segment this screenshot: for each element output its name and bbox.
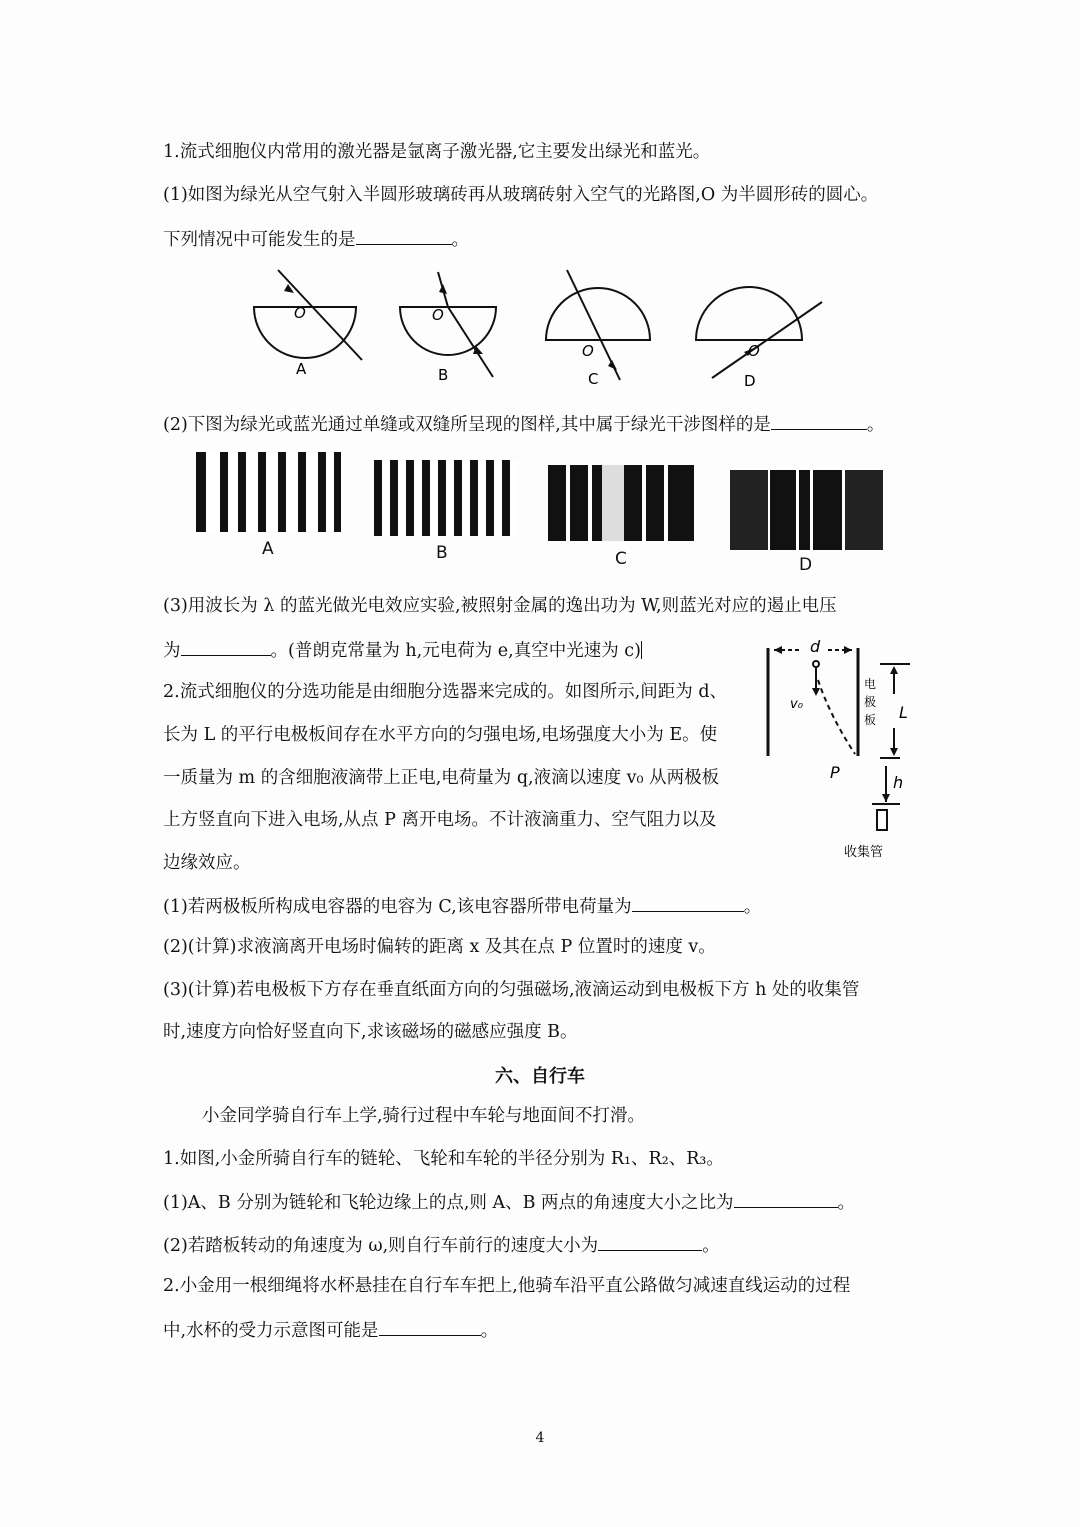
question-2-1 <box>163 893 761 919</box>
section-intro: 小金同学骑自行车上学,骑行过程中车轮与地面间不打滑。 <box>202 1106 646 1126</box>
answer-blank-bike-1-2[interactable] <box>598 1232 702 1251</box>
question-1-3-line2 <box>163 637 642 663</box>
question-2-line1: 2.流式细胞仪的分选功能是由细胞分选器来完成的。如图所示,间距为 d、 <box>163 682 728 702</box>
refraction-diagrams <box>240 262 840 392</box>
question-1-3-stem: 为 <box>163 641 181 661</box>
question-2-line5: 边缘效应。 <box>163 853 251 873</box>
question-1-1-line1: (1)如图为绿光从空气射入半圆形玻璃砖再从玻璃砖射入空气的光路图,O 为半圆形砖的圆心。 <box>163 185 879 205</box>
bike-question-2-end: 。 <box>480 1321 499 1341</box>
question-2-2: (2)(计算)求液滴离开电场时偏转的距离 x 及其在点 P 位置时的速度 v。 <box>163 937 716 957</box>
fringe-pattern-b <box>374 460 518 536</box>
question-1-3-end: 。(普朗克常量为 h,元电荷为 e,真空中光速为 c) <box>270 641 641 661</box>
trajectory <box>818 680 855 754</box>
answer-blank-1-2[interactable] <box>771 411 867 430</box>
ray-a <box>278 270 362 360</box>
plate-label-1: 电 <box>864 677 877 691</box>
question-2-1-stem: (1)若两极板所构成电容器的电容为 C,该电容器所带电荷量为 <box>163 897 632 917</box>
fig2-label-d: D <box>799 555 813 575</box>
label-l: L <box>899 703 908 722</box>
question-1-1-line2 <box>163 226 469 252</box>
question-1-1-end: 。 <box>451 230 469 250</box>
question-2-line4: 上方竖直向下进入电场,从点 P 离开电场。不计液滴重力、空气阻力以及 <box>163 810 717 830</box>
ray-b-out <box>448 307 493 377</box>
bike-question-1-1-end: 。 <box>837 1193 856 1213</box>
center-o-b: O <box>432 306 444 324</box>
bike-question-1-2-stem: (2)若踏板转动的角速度为 ω,则自行车前行的速度大小为 <box>163 1236 599 1256</box>
bike-question-1: 1.如图,小金所骑自行车的链轮、飞轮和车轮的半径分别为 R₁、R₂、R₃。 <box>163 1149 724 1169</box>
fig2-label-a: A <box>262 539 274 559</box>
label-h: h <box>893 773 904 792</box>
center-o-a: O <box>294 304 306 322</box>
label-p: P <box>830 763 840 782</box>
collection-tube <box>877 810 887 830</box>
bike-question-1-2 <box>163 1232 720 1258</box>
question-1-3-line1: (3)用波长为 λ 的蓝光做光电效应实验,被照射金属的逸出功为 W,则蓝光对应的遏止电压 <box>163 596 837 616</box>
question-2-1-end: 。 <box>743 897 762 917</box>
center-o-c: O <box>582 342 594 360</box>
question-1-intro: 1.流式细胞仪内常用的激光器是氩离子激光器,它主要发出绿光和蓝光。 <box>163 142 711 162</box>
fig1-label-d: D <box>744 372 756 390</box>
arrow-b1 <box>439 284 447 294</box>
droplet <box>813 661 819 667</box>
answer-blank-bike-2[interactable] <box>379 1317 481 1336</box>
bike-question-1-2-end: 。 <box>702 1236 720 1256</box>
answer-blank-bike-1-1[interactable] <box>734 1189 838 1208</box>
fringe-pattern-c <box>548 465 694 541</box>
label-d: d <box>810 637 821 656</box>
question-1-2-end: 。 <box>866 415 885 435</box>
electrode-plate-diagram <box>760 636 920 864</box>
fig1-label-a: A <box>296 360 307 378</box>
bike-question-2-stem: 中,水杯的受力示意图可能是 <box>163 1321 379 1341</box>
question-2-line3: 一质量为 m 的含细胞液滴带上正电,电荷量为 q,液滴以速度 v₀ 从两极板 <box>163 768 720 788</box>
question-2-3-line2: 时,速度方向恰好竖直向下,求该磁场的磁感应强度 B。 <box>163 1022 578 1042</box>
question-1-1-stem: 下列情况中可能发生的是 <box>163 230 356 250</box>
text-cursor <box>641 641 643 659</box>
plate-label-3: 板 <box>864 713 877 727</box>
fringe-pattern-a <box>196 452 341 532</box>
bike-question-1-1 <box>163 1189 855 1215</box>
answer-blank-1-3[interactable] <box>181 637 271 656</box>
question-1-2 <box>163 411 884 437</box>
plate-label-2: 极 <box>864 695 877 709</box>
page-number: 4 <box>535 1430 545 1446</box>
fig1-label-b: B <box>438 366 449 384</box>
center-o-d: O <box>748 342 760 360</box>
label-v0: v₀ <box>790 697 803 712</box>
semicircle-b <box>400 307 496 355</box>
fig2-label-c: C <box>615 549 627 569</box>
tube-label: 收集管 <box>844 845 884 860</box>
answer-blank-2-1[interactable] <box>632 893 744 912</box>
question-1-2-stem: (2)下图为绿光或蓝光通过单缝或双缝所呈现的图样,其中属于绿光干涉图样的是 <box>163 415 771 435</box>
bike-question-2-line2 <box>163 1317 498 1343</box>
question-2-line2: 长为 L 的平行电极板间存在水平方向的匀强电场,电场强度大小为 E。使 <box>163 725 718 745</box>
arrow-c <box>608 360 617 370</box>
semicircle-d <box>696 287 802 340</box>
fringe-pattern-d <box>730 470 883 550</box>
question-2-3-line1: (3)(计算)若电极板下方存在垂直纸面方向的匀强磁场,液滴运动到电极板下方 h 处的收集管 <box>163 980 860 1000</box>
fig2-label-b: B <box>436 543 448 563</box>
bike-question-2-line1: 2.小金用一根细绳将水杯悬挂在自行车车把上,他骑车沿平直公路做匀减速直线运动的过程 <box>163 1276 851 1296</box>
bike-question-1-1-stem: (1)A、B 分别为链轮和飞轮边缘上的点,则 A、B 两点的角速度大小之比为 <box>163 1193 734 1213</box>
section-title: 六、自行车 <box>495 1066 585 1087</box>
answer-blank-1-1[interactable] <box>356 226 452 245</box>
fig1-label-c: C <box>588 370 599 388</box>
